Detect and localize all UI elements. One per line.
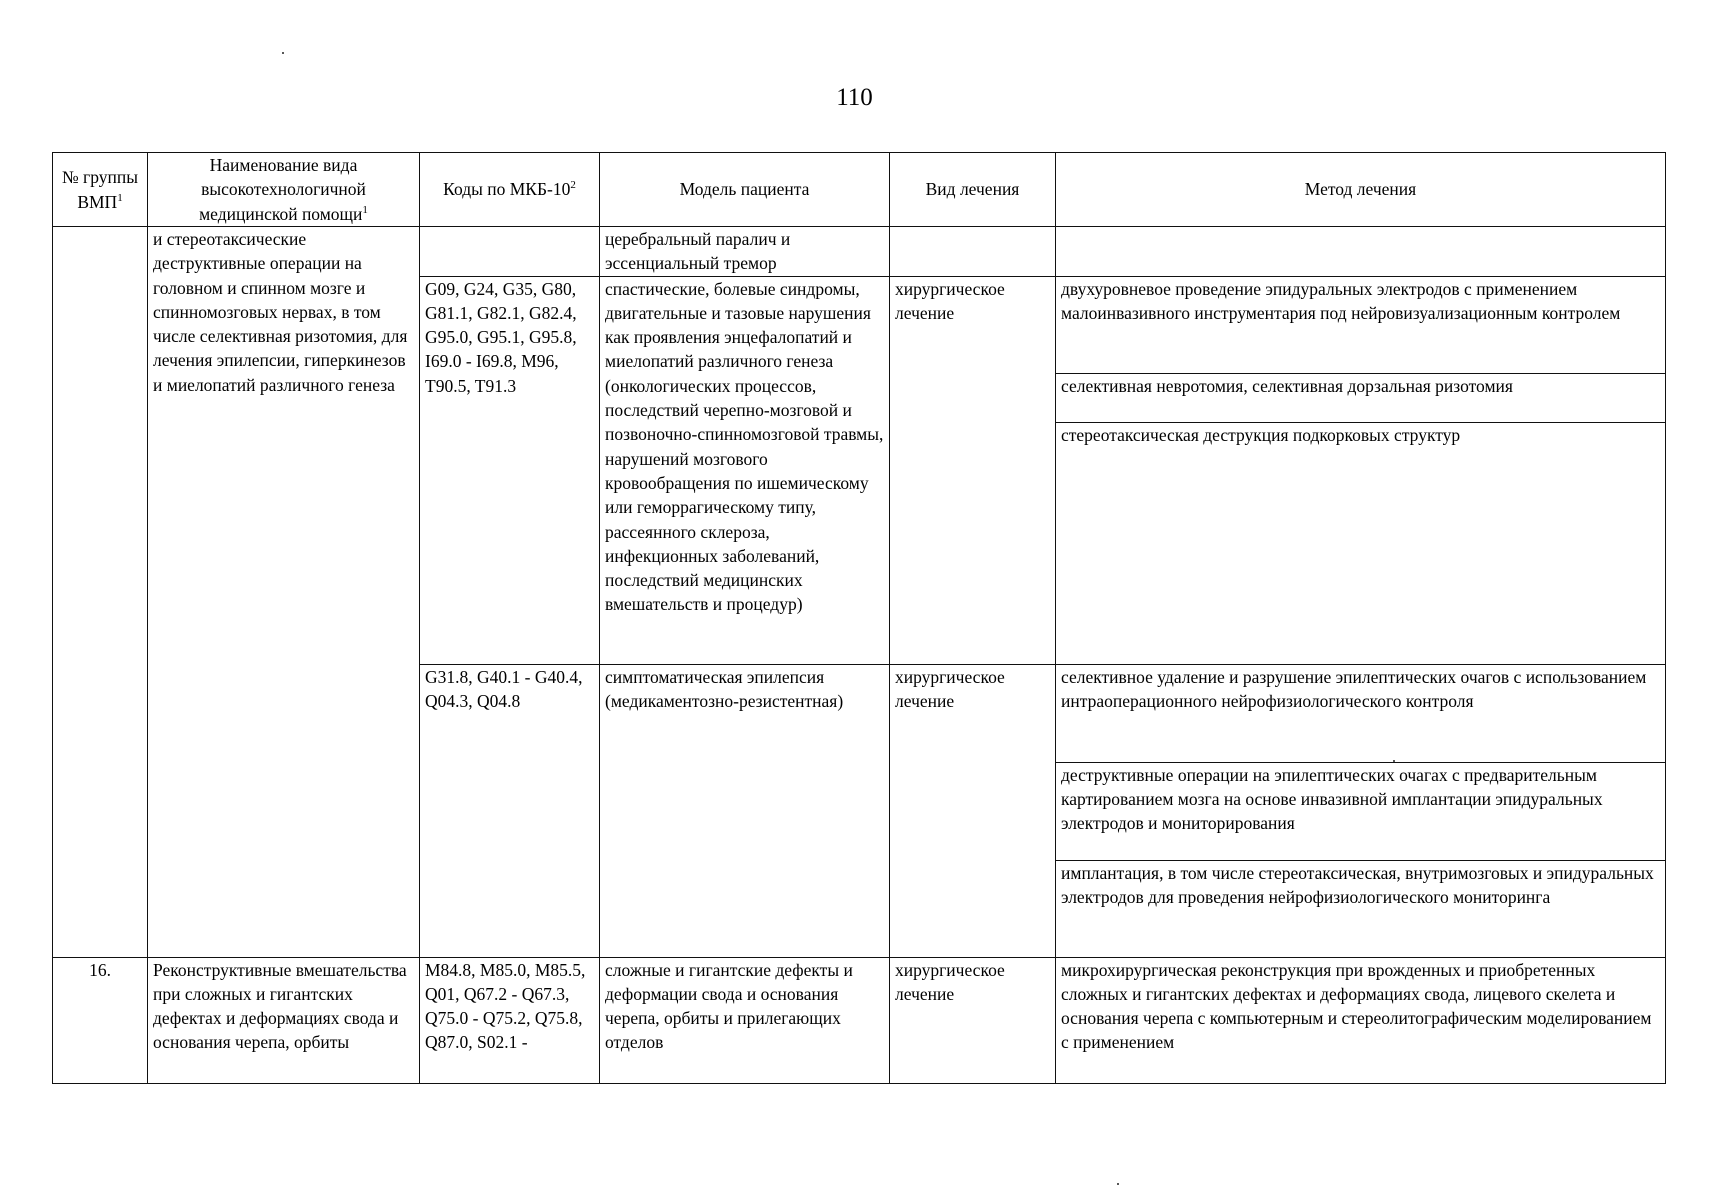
vmp-table (52, 152, 1666, 1084)
icd-codes-cell: G09, G24, G35, G80, G81.1, G82.1, G82.4, G95.0, G95.1, G95.8, I69.0 - I69.8, M96, T90.5, T91.3 (420, 276, 600, 664)
treatment-method-cell: двухуровневое проведение эпидуральных электродов с применением малоинвазивного инструментария под нейровизуализационным контролем (1056, 276, 1666, 373)
table-row (53, 957, 1666, 1083)
header-patient-model: Модель пациента (600, 153, 890, 227)
header-treatment-type: Вид лечения (890, 153, 1056, 227)
treatment-method-cell: микрохирургическая реконструкция при врожденных и приобретенных сложных и гигантских дефектах и деформациях свода, лицевого скелета и основания черепа с компьютерным и стереолитографическим моделированием с применением (1056, 957, 1666, 1083)
scan-speck (1117, 1183, 1119, 1185)
patient-model-cell: спастические, болевые синдромы, двигательные и тазовые нарушения как проявления энцефалопатий и миелопатий различного генеза (онкологических процессов, последствий черепно-мозговой и позвоночно-спинномозговой травмы, нарушений мозгового кровообращения по ишемическому или геморрагическому типу, рассеянного склероза, инфекционных заболеваний, последствий медицинских вмешательств и процедур) (600, 276, 890, 664)
treatment-method-cell (1056, 227, 1666, 277)
header-icd-codes: Коды по МКБ-$10^2$ (420, 153, 600, 227)
table-header-row (53, 153, 1666, 227)
header-care-name: Наименование вида высокотехнологичной медицинской помощи$^1$ (148, 153, 420, 227)
treatment-method-cell: стереотаксическая деструкция подкорковых структур (1056, 422, 1666, 664)
treatment-method-cell: имплантация, в том числе стереотаксическая, внутримозговых и эпидуральных электродов для проведения нейрофизиологического мониторинга (1056, 860, 1666, 957)
group-number-cell (53, 227, 148, 958)
icd-codes-cell: M84.8, M85.0, M85.5, Q01, Q67.2 - Q67.3, Q75.0 - Q75.2, Q75.8, Q87.0, S02.1 - (420, 957, 600, 1083)
header-group-number: № группы ВМП$^1$ (53, 153, 148, 227)
care-name-cell: Реконструктивные вмешательства при сложных и гигантских дефектах и деформациях свода и основания черепа, орбиты (148, 957, 420, 1083)
icd-codes-cell (420, 227, 600, 277)
page-number: 110 (836, 84, 873, 111)
header-treatment-method: Метод лечения (1056, 153, 1666, 227)
table-row (53, 227, 1666, 277)
treatment-type-cell: хирургическое лечение (890, 664, 1056, 957)
group-number-cell: 16. (53, 957, 148, 1083)
treatment-type-cell (890, 227, 1056, 277)
patient-model-cell: симптоматическая эпилепсия (медикаментозно-резистентная) (600, 664, 890, 957)
treatment-method-cell: деструктивные операции на эпилептических очагах с предварительным картированием мозга на основе инвазивной имплантации эпидуральных электродов и мониторирования (1056, 762, 1666, 860)
treatment-method-cell: селективное удаление и разрушение эпилептических очагов с использованием интраоперационного нейрофизиологического контроля (1056, 664, 1666, 762)
care-name-cell: и стереотаксические деструктивные операции на головном и спинном мозге и спинномозговых нервах, в том числе селективная ризотомия, для лечения эпилепсии, гиперкинезов и миелопатий различного генеза (148, 227, 420, 958)
scan-speck (282, 52, 284, 54)
treatment-method-cell: селективная невротомия, селективная дорзальная ризотомия (1056, 373, 1666, 422)
treatment-type-cell: хирургическое лечение (890, 957, 1056, 1083)
treatment-type-cell: хирургическое лечение (890, 276, 1056, 664)
icd-codes-cell: G31.8, G40.1 - G40.4, Q04.3, Q04.8 (420, 664, 600, 957)
patient-model-cell: сложные и гигантские дефекты и деформации свода и основания черепа, орбиты и прилегающих отделов (600, 957, 890, 1083)
patient-model-cell: церебральный паралич и эссенциальный тремор (600, 227, 890, 277)
